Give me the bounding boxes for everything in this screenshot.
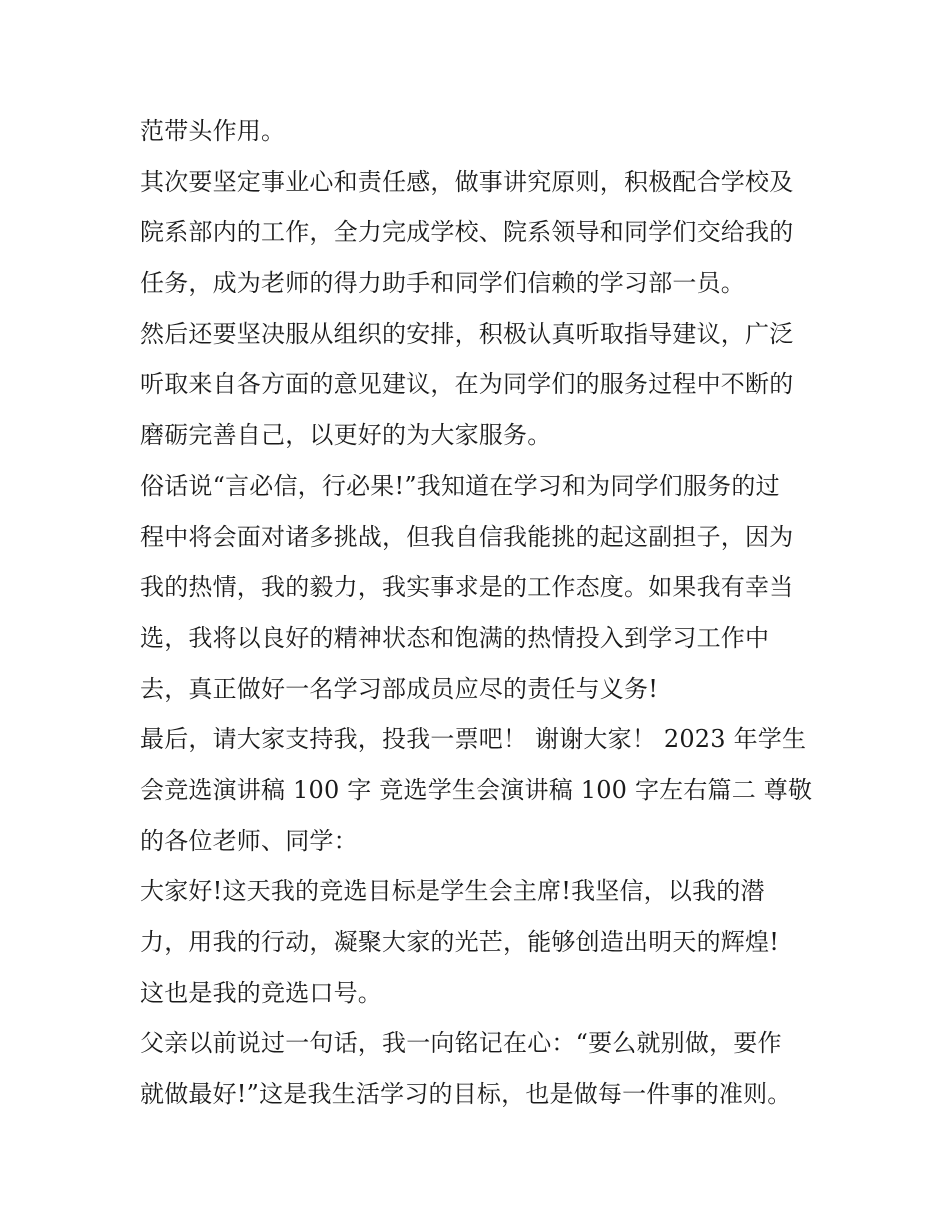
body-text	[140, 106, 830, 1120]
text-line: 的各位老师、同学：	[140, 826, 358, 855]
text-line: 其次要坚定事业心和责任感，做事讲究原则，积极配合学校及	[140, 167, 794, 196]
text-line: 程中将会面对诸多挑战，但我自信我能挑的起这副担子，因为	[140, 522, 794, 551]
text-line: 大家好!这天我的竞选目标是学生会主席!我坚信，以我的潜	[140, 877, 765, 906]
text-line: 选，我将以良好的精神状态和饱满的热情投入到学习工作中	[140, 623, 770, 652]
text-line: 然后还要坚决服从组织的安排，积极认真听取指导建议，广泛	[140, 319, 794, 348]
text-line: 会竞选演讲稿 100 字 竞选学生会演讲稿 100 字左右篇二 尊敬	[140, 775, 813, 804]
text-line: 去，真正做好一名学习部成员应尽的责任与义务!	[140, 674, 659, 703]
text-line: 院系部内的工作，全力完成学校、院系领导和同学们交给我的	[140, 218, 794, 247]
text-line: 听取来自各方面的意见建议，在为同学们的服务过程中不断的	[140, 370, 794, 399]
text-line: 这也是我的竞选口号。	[140, 978, 382, 1007]
text-line: 父亲以前说过一句话，我一向铭记在心：“要么就别做，要作	[140, 1029, 782, 1058]
text-line: 就做最好!”这是我生活学习的目标，也是做每一件事的准则。	[140, 1080, 792, 1109]
text-line: 力，用我的行动，凝聚大家的光芒，能够创造出明天的辉煌!	[140, 928, 780, 956]
text-line: 俗话说“言必信，行必果!”我知道在学习和为同学们服务的过	[140, 471, 780, 500]
text-line: 任务，成为老师的得力助手和同学们信赖的学习部一员。	[140, 269, 745, 298]
text-line: 我的热情，我的毅力，我实事求是的工作态度。如果我有幸当	[140, 573, 794, 602]
text-line: 磨砺完善自己，以更好的为大家服务。	[140, 421, 552, 450]
text-line: 范带头作用。	[140, 117, 286, 145]
text-line: 最后，请大家支持我，投我一票吧！ 谢谢大家！ 2023 年学生	[140, 725, 807, 754]
